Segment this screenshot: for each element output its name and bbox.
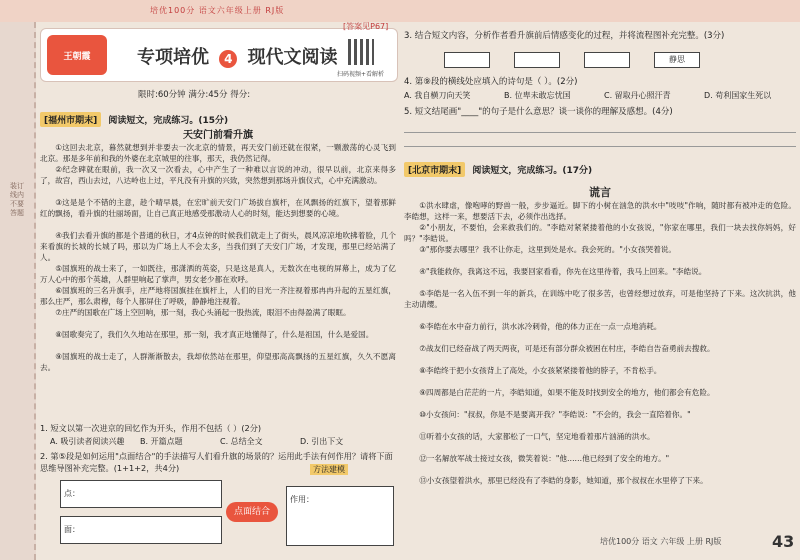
paragraph: ⑨四周都是白茫茫的一片，李皓知道，如果不能及时找到安全的地方，他们都会有危险。 — [419, 388, 715, 397]
q1-choice-d[interactable]: D. 引出下文 — [300, 437, 344, 446]
timing-info: 限时:60分钟 满分:45分 得分: — [138, 90, 251, 100]
flow-box-1[interactable] — [444, 52, 490, 68]
face-answer-box[interactable] — [60, 516, 222, 544]
section1-heading — [40, 112, 228, 127]
paragraph: ⑬小女孩望着洪水，那里已经没有了李皓的身影，她知道，那个叔叔在水里停了下来。 — [419, 476, 708, 485]
effect-label: 作用： — [290, 495, 314, 504]
article2-title: 谎言 — [589, 186, 611, 199]
paragraph: ②"小朋友，不要怕，会来救我们的。"李皓对紧紧搂着他的小女孩说，"你家在哪里，我们一块去找你妈妈，好吗？"李皓说。 — [404, 223, 796, 243]
paragraph: ④"我能救你，我离这不远，我要回家看看，你先在这里待着，我马上回来。"李皓说。 — [419, 267, 707, 276]
answer-line[interactable] — [404, 146, 796, 147]
answer-line[interactable] — [404, 132, 796, 133]
question-5: 5. 短文结尾画"____"的句子是什么意思？谈一谈你的理解及感想。(4分) — [404, 107, 673, 117]
effect-answer-box[interactable] — [286, 486, 394, 546]
paragraph: ③这是是个不错的主意，趁个晴早晨，在宏旷前天安门广场拔自旗杆，在风飘扬的红旗下，望着那鲜红的飘扬，看升旗的壮丽场面，让自己真正地感受那激动人心的时刻，能达到想要的心境。 — [40, 198, 396, 218]
paragraph: ⑦庄严的国歌在广场上空回响，那一刻，我心头涌起一股热流，眼泪不由得盈满了眼眶。 — [55, 308, 351, 317]
paragraph: ⑥李皓在水中奋力前行，洪水冰冷刺骨，他的体力正在一点一点地消耗。 — [419, 322, 662, 331]
section2-text: 阅读短文，完成练习。(17分) — [472, 166, 593, 176]
paragraph: ③"那你要去哪里？我不让你走，这里到处是水。我会死的。"小女孩哭着说。 — [419, 245, 676, 254]
paragraph: ①这回去北京，暮然就想到并非要去一次北京的情景，再天安门前还就在很紧，一颗激荡的心灵飞到北京。那是多年前和我的外婆在北京城里的往事，那天，我仍然记得。 — [40, 143, 396, 163]
q4-choice-a[interactable]: A. 我自横刀向天笑 — [404, 91, 471, 100]
section1-tag: [福州市期末] — [40, 112, 101, 127]
section2-tag: [北京市期末] — [404, 162, 465, 177]
binding-spine — [0, 22, 36, 560]
q2-tag: 方法建模 — [310, 464, 348, 475]
point-label: 点： — [64, 489, 80, 498]
paragraph: ⑥国旗班的三名升旗手，庄严地将国旗挂在旗杆上，人们的目光一齐注视着那冉冉升起的五星红旗，那么庄严，那么肃穆，每个人都屏住了呼吸，静静地注视着。 — [40, 286, 396, 306]
flow-box-2[interactable] — [514, 52, 560, 68]
flow-box-end: 静思 — [654, 52, 700, 68]
q4-choice-c[interactable]: C. 留取丹心照汗青 — [604, 91, 671, 100]
q4-choice-d[interactable]: D. 苟利国家生死以 — [704, 91, 772, 100]
paragraph: ⑨国旗班的战士走了，人群渐渐散去，我却依然站在那里，仰望那高高飘扬的五星红旗，久久不愿离去。 — [40, 352, 396, 372]
q1-choice-a[interactable]: A. 吸引读者阅读兴趣 — [50, 437, 125, 446]
paragraph: ②纪念碑就在眼前，我一次又一次看去，心中产生了一种难以言说的冲动，很早以前，北京来得多了，故宫，西山去过，八达岭也上过，平凡没有升旗的兴致，突然想到那场升旗仪式，心中充满激动。 — [40, 165, 396, 185]
footer: 培优100分 语文 六年级 上册 RJ版 — [600, 537, 722, 546]
page-number: 43 — [772, 532, 795, 551]
q4-choice-b[interactable]: B. 位卑未敢忘忧国 — [504, 91, 571, 100]
title-left: 专项培优 — [137, 47, 209, 68]
question-4: 4. 第⑨段的横线处应填入的诗句是（ ）。(2分) — [404, 77, 578, 87]
section2-heading — [404, 162, 592, 177]
top-band — [0, 0, 800, 22]
paragraph: ⑩小女孩问："叔叔，你是不是要离开我？"李皓说："不会的，我会一直陪着你。" — [419, 410, 691, 419]
point-answer-box[interactable] — [60, 480, 222, 508]
paragraph: ⑧李皓终于把小女孩背上了高处，小女孩紧紧搂着他的脖子，不肯松手。 — [419, 366, 662, 375]
qr-code-icon[interactable] — [348, 39, 374, 65]
paragraph: ①洪水肆虐，像咆哮的野兽一般，步步逼近。脚下的小树在汹急的洪水中"吱吱"作响，随时都有被冲走的危险。李皓想，这样一来，想要活下去，必须作出选择。 — [404, 201, 796, 221]
question-2: 2. 第⑤段是如何运用"点面结合"的手法描写人们看升旗的场景的？运用此手法有何作用？请将下面思维导图补充完整。(1+1+2，共4分) — [40, 451, 393, 473]
central-node: 点面结合 — [226, 502, 278, 522]
paragraph: ⑤李皓是一名入伍不到一年的新兵，在训练中吃了很多苦，也曾经想过放弃，可是他坚持了下来。这次抗洪，他主动请缨。 — [404, 289, 796, 309]
right-column — [404, 22, 796, 552]
section-header — [40, 22, 398, 82]
section1-text: 阅读短文，完成练习。(15分) — [108, 116, 229, 126]
title-right: 现代文阅读 — [247, 47, 338, 68]
question-3: 3. 结合短文内容，分析作者看升旗前后情感变化的过程，并将流程图补充完整。(3分) — [404, 31, 725, 41]
question-1: 1. 短文以第一次进京的回忆作为开头，作用不包括（ ）(2分) — [40, 423, 262, 433]
left-column — [40, 22, 396, 552]
title-number-badge: 4 — [219, 50, 237, 68]
page-title — [137, 43, 338, 69]
q1-choice-c[interactable]: C. 总结全文 — [220, 437, 263, 446]
brand-logo: 王朝霞 — [47, 35, 107, 75]
answer-page-ref: [答案见P67] — [343, 22, 389, 31]
paragraph: ⑫一名解放军战士接过女孩，微笑着说："他……他已经到了安全的地方。" — [419, 454, 670, 463]
paragraph: ⑤国旗班的战士来了，一如既往，那潇洒的英姿，只是这是真人，无数次在电视的屏幕上，成为了亿万人心中的那个英雄，人群里响起了掌声，男女老少都在欢呼。 — [40, 264, 396, 284]
flow-box-3[interactable] — [584, 52, 630, 68]
article1-title: 天安门前看升旗 — [183, 130, 253, 141]
paragraph: ④我们去看升旗的都是个普通的秋日，才4点钟的时候我们就走上了街头，晨风凉凉地吹拂着脸，几个来看旗的长城的长城了吗，那以为广场上人不会太多，当我们到了天安门广场，才发现，那里已经站满了人。 — [40, 231, 396, 262]
paragraph: ⑦战友们已经奋战了两天两夜，可是还有部分群众被困在村庄，李皓自告奋勇前去搜救。 — [419, 344, 715, 353]
paragraph: ⑧国歌奏完了，我们久久地站在那里，那一刻，我才真正地懂得了，什么是祖国，什么是爱国。 — [55, 330, 374, 339]
q1-choice-b[interactable]: B. 开篇点题 — [140, 437, 183, 446]
paragraph: ⑪听着小女孩的话，大家都松了一口气，坚定地看着那片汹涌的洪水。 — [419, 432, 655, 441]
spine-text: 装订线内不要答题 — [10, 182, 24, 217]
qr-label: 扫码视频+看解析 — [337, 71, 385, 78]
top-band-label: 培优100分 语文六年级上册 RJ版 — [150, 6, 285, 15]
face-label: 面： — [64, 525, 80, 534]
